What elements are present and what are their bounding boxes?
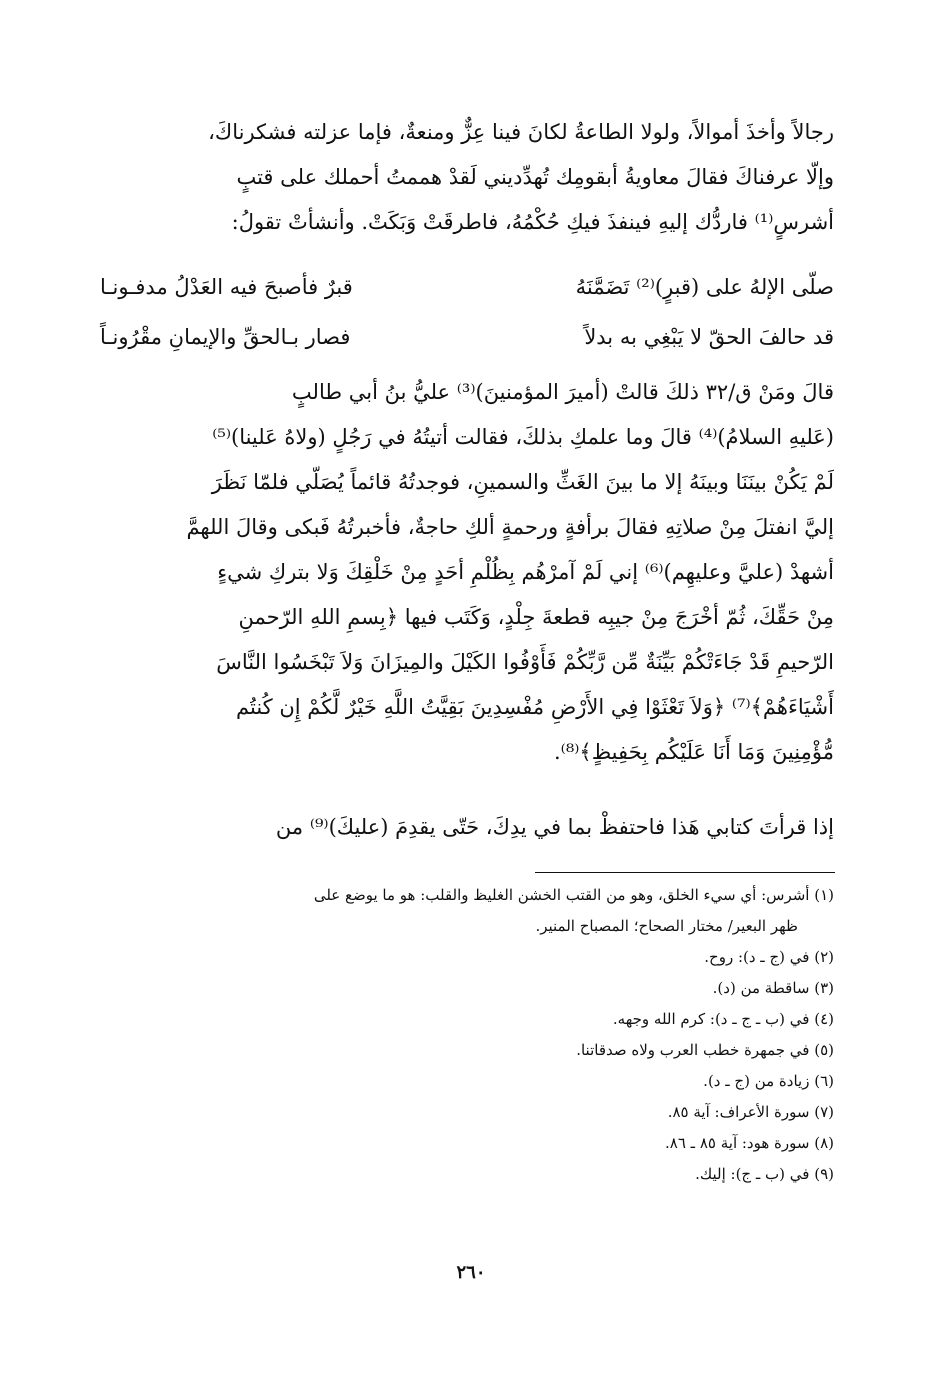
footnote-item: (٥) في جمهرة خطب العرب ولاه صدقاتنا. xyxy=(576,1041,834,1059)
text-line: (عَليهِ السلامُ)⁽⁴⁾ قالَ وما علمكِ بذلكَ، فقالت أتيتُهُ في رَجُلٍ (ولاهُ عَلينا)⁽⁵⁾ xyxy=(212,425,834,449)
poem-verse xyxy=(100,262,834,312)
verse-second-hemistich: قبرٌ فأصبحَ فيه العَدْلُ مدفـونـا xyxy=(100,275,353,299)
footnote-item: (٨) سورة هود: آية ٨٥ ـ ٨٦. xyxy=(664,1134,834,1152)
text-line: قالَ ومَنْ ق/٣٢ ذلكَ قالتْ (أميرَ المؤمنينَ)⁽³⁾ عليُّ بنُ أبي طالبٍ xyxy=(291,380,834,404)
text-line: إليَّ انفتلَ مِنْ صلاتِهِ فقالَ برأفةٍ ورحمةٍ ألكِ حاجةٌ، فأخبرتُهُ فَبكى وقالَ اللهمَّ xyxy=(186,515,834,539)
text-line: الرّحيمِ قَدْ جَاءَتْكُمْ بَيِّنَةٌ مِّن رَّبِّكُمْ فَأَوْفُوا الكَيْلَ والمِيزَانَ وَلاَ تَبْخَسُوا النَّاسَ xyxy=(216,650,834,674)
paragraph-1 xyxy=(100,110,834,245)
poem-verse xyxy=(100,312,834,362)
footnotes xyxy=(100,880,834,1190)
text-line: مِنْ حَقِّكَ، ثُمّ أخْرَجَ مِنْ جيبِه قطعةَ جِلْدٍ، وَكَتَب فيها ﴿بِسمِ اللهِ الرّحمنِ xyxy=(238,605,834,629)
verse-second-hemistich: فصار بـالحقِّ والإيمانِ مقْرُونـاً xyxy=(100,325,351,349)
paragraph-3 xyxy=(100,805,834,850)
text-line: مُّؤْمِنِينَ وَمَا أَنَا عَلَيْكُم بِحَفِيظٍ﴾⁽⁸⁾. xyxy=(554,740,834,764)
verse-first-hemistich: قد حالفَ الحقّ لا يَبْغِي به بدلاً xyxy=(584,325,834,349)
footnote-continuation: ظهر البعير/ مختار الصحاح؛ المصباح المنير. xyxy=(535,917,798,935)
footnote-item: (٦) زيادة من (ج ـ د). xyxy=(703,1072,834,1090)
poem-verses xyxy=(100,262,834,362)
text-line: وإلّا عرفناكَ فقالَ معاويةُ أبقومِك تُهدِّديني لَقدْ هممتُ أحملك على قتبٍ xyxy=(236,165,834,189)
verse-first-hemistich: صلّى الإلهُ على (قبرٍ)⁽²⁾ تَضَمَّنَهُ xyxy=(575,275,834,299)
footnote-item: (١) أشرس: أي سيء الخلق، وهو من القتب الخشن الغليظ والقلب: هو ما يوضع على xyxy=(313,886,834,904)
footnote-item: (٩) في (ب ـ ج): إليك. xyxy=(695,1165,834,1183)
text-line: أَشْيَاءَهُمْ﴾⁽⁷⁾ ﴿وَلاَ تَعْثَوْا فِي الأَرْضِ مُفْسِدِينَ بَقِيَّتُ اللَّهِ خَيْرٌ لَّكُمْ إِن كُنتُم xyxy=(236,695,834,719)
text-line: أشرسٍ⁽¹⁾ فاردُّك إليهِ فينفذَ فيكِ حُكْمُهُ، فاطرقَتْ وَبَكَتْ. وأنشأتْ تقولُ: xyxy=(231,210,834,234)
footnote-separator xyxy=(535,872,835,873)
footnote-item: (٧) سورة الأعراف: آية ٨٥. xyxy=(667,1103,834,1121)
footnote-item: (٣) ساقطة من (د). xyxy=(712,979,834,997)
text-line: إذا قرأتَ كتابي هَذا فاحتفظْ بما في يدِكَ، حَتّى يقدِمَ (عليكَ)⁽⁹⁾ من xyxy=(275,815,834,839)
page-number: ٢٦٠ xyxy=(456,1262,486,1283)
text-line: أشهدْ (عليَّ وعليهِم)⁽⁶⁾ إني لَمْ آمرْهُم بِظُلْمِ أحَدٍ مِنْ خَلْقِكَ وَلا بتركِ شيءٍ xyxy=(217,560,834,584)
footnote-item: (٤) في (ب ـ ج ـ د): كرم الله وجهه. xyxy=(612,1010,834,1028)
paragraph-2 xyxy=(100,370,834,775)
footnote-item: (٢) في (ج ـ د): روح. xyxy=(704,948,834,966)
text-line: لَمْ يَكُنْ بينَنَا وبينَهُ إلا ما بينَ الغَثِّ والسمينِ، فوجدتُهُ قائماً يُصَلّي فلمّا نَظَرَ xyxy=(211,470,834,494)
text-line: رجالاً وأخذَ أموالاً، ولولا الطاعةُ لكانَ فينا عِزٌّ ومنعةٌ، فإما عزلته فشكرناكَ، xyxy=(208,120,834,144)
